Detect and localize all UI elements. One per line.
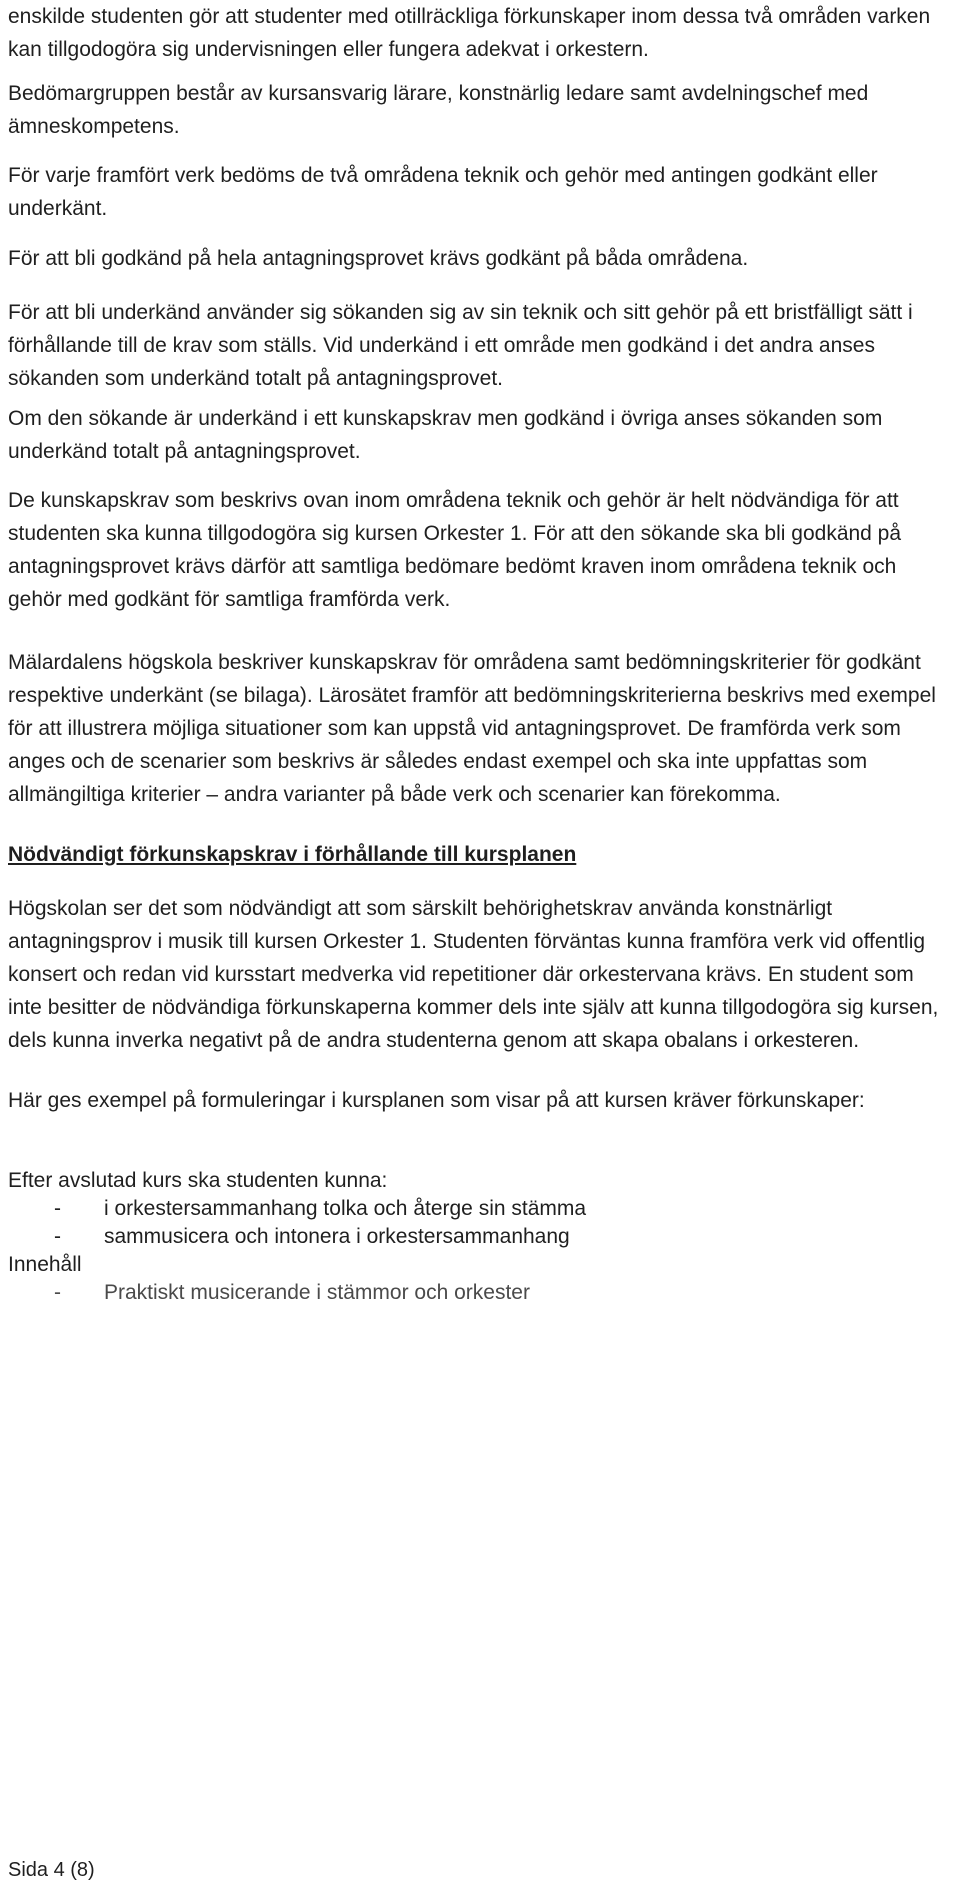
paragraph-necessity: Högskolan ser det som nödvändigt att som särskilt behörighetskrav använda konstnärligt antagningsprov i musik till kursen Orkester 1. Studenten förväntas kunna framföra verk vid offentlig konsert och redan vid kursstart medverka vid repetitioner där orkestervana krävs. En student som inte besitter de nödvändiga förkunskaperna kommer dels inte själv att kunna tillgodogöra sig kursen, dels kunna inverka negativt på de andra studenterna genom att skapa obalans i orkesteren. [8,897,939,1052]
paragraph-intro: enskilde studenten gör att studenter med otillräckliga förkunskaper inom dessa två områden varken kan tillgodogöra sig undervisningen eller fungera adekvat i orkestern. [8,5,931,61]
paragraph-approval-rule: För att bli godkänd på hela antagningsprovet krävs godkänt på båda områdena. [8,247,749,270]
paragraph-criteria: Mälardalens högskola beskriver kunskapskrav för områdena samt bedömningskriterier för godkänt respektive underkänt (se bilaga). Lärosätet framför att bedömningskriterierna beskrivs med exempel för att illustrera möjliga situationer som kan uppstå vid antagningsprovet. De framförda verk som anges och de scenarier som beskrivs är således endast exempel och ska inte uppfattas som allmängiltiga kriterier – andra varianter på både verk och scenarier kan förekomma. [8,651,936,806]
list-dash: - [54,1281,61,1304]
list-dash: - [54,1197,61,1220]
document-page [8,0,952,1894]
list-dash: - [54,1225,61,1248]
paragraph-assessment-group: Bedömargruppen består av kursansvarig lärare, konstnärlig ledare samt avdelningschef med ämneskompetens. [8,82,869,138]
paragraph-failure-rule: För att bli underkänd använder sig sökanden sig av sin teknik och sitt gehör på ett bristfälligt sätt i förhållande till de krav som ställs. Vid underkänd i ett område men godkänd i det andra anses sökanden som underkänd totalt på antagningsprovet. [8,301,913,390]
outcomes-intro: Efter avslutad kurs ska studenten kunna: [8,1169,388,1192]
paragraph-requirements: De kunskapskrav som beskrivs ovan inom områdena teknik och gehör är helt nödvändiga för att studenten ska kunna tillgodogöra sig kursen Orkester 1. För att den sökande ska bli godkänd på antagningsprovet krävs därför att samtliga bedömare bedömt kraven inom områdena teknik och gehör med godkänt för samtliga framförda verk. [8,489,902,611]
paragraph-examples-intro: Här ges exempel på formuleringar i kursplanen som visar på att kursen kräver förkunskaper: [8,1089,865,1112]
section-heading: Nödvändigt förkunskapskrav i förhållande till kursplanen [8,843,577,866]
content-text: Praktiskt musicerande i stämmor och orkester [104,1281,530,1304]
content-heading: Innehåll [8,1253,82,1276]
paragraph-partial-failure: Om den sökande är underkänd i ett kunskapskrav men godkänd i övriga anses sökanden som underkänd totalt på antagningsprovet. [8,407,883,463]
paragraph-assessment-areas: För varje framfört verk bedöms de två områdena teknik och gehör med antingen godkänt eller underkänt. [8,164,878,220]
outcome-text: i orkestersammanhang tolka och återge sin stämma [104,1197,587,1220]
page-number: Sida 4 (8) [8,1859,95,1881]
outcome-text: sammusicera och intonera i orkestersammanhang [104,1225,570,1248]
